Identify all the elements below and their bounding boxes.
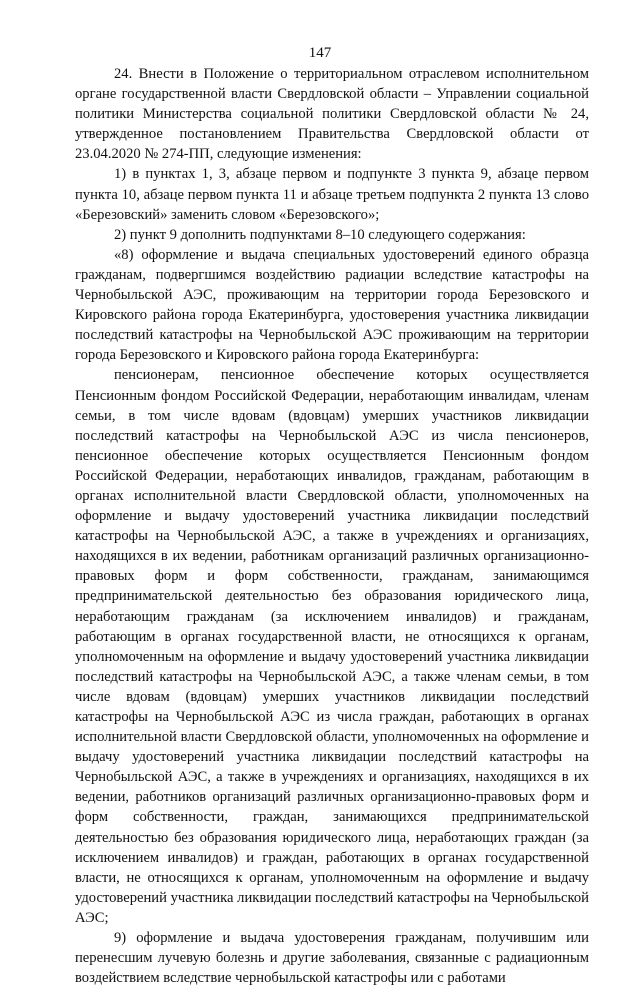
page-number: 147 xyxy=(308,45,332,61)
paragraph-item-24: 24. Внести в Положение о территориальном отраслевом исполнительном органе государственной власти Свердловской области – Управлении социальной политики Министерства социальной политики Свердловской области № 24, утвержденное постановлением Правительства Свердловской области от 23.04.2020 № 274-ПП, следующие изменения: xyxy=(75,66,589,163)
paragraph-subpoint-9: 9) оформление и выдача удостоверения гражданам, получившим или перенесшим лучевую болезнь и другие заболевания, связанные с радиационным воздействием вследствие чернобыльской катастрофы или с работами xyxy=(75,930,589,987)
paragraph-subitem-2: 2) пункт 9 дополнить подпунктами 8–10 следующего содержания: xyxy=(114,226,526,243)
paragraph-recipients-list: пенсионерам, пенсионное обеспечение которых осуществляется Пенсионным фондом Российской Федерации, неработающим инвалидам, членам семьи, в том числе вдовам (вдовцам) умерших участников ликвидации последствий катастрофы на Чернобыльской АЭС из числа пенсионеров, пенсионное обеспечение которых осуществляется Пенсионным фондом Российской Федерации, неработающих инвалидов, гражданам, работающим в органах исполнительной власти Свердловской области, уполномоченных на оформление и выдачу удостоверений участника ликвидации последствий катастрофы на Чернобыльской АЭС, а также в учреждениях и организациях, находящихся в их ведении, работникам организаций различных организационно-правовых форм и форм собственности, гражданам, занимающимся предпринимательской деятельностью без образования юридического лица, неработающим гражданам (за исключением инвалидов) и гражданам, работающим в органах государственной власти, не относящихся к органам, уполномоченным на оформление и выдачу удостоверений участника ликвидации последствий катастрофы на Чернобыльской АЭС, а также членам семьи, в том числе вдовам (вдовцам) умерших участников ликвидации последствий катастрофы на Чернобыльской АЭС из числа граждан, работающих в органах исполнительной власти Свердловской области, уполномоченных на оформление и выдачу удостоверений участника ликвидации последствий катастрофы на Чернобыльской АЭС, а также в учреждениях и организациях, находящихся в их ведении, работников организаций различных организационно-правовых форм и форм собственности, граждан, занимающихся предпринимательской деятельностью без образования юридического лица, неработающих граждан (за исключением инвалидов) и граждан, работающих в органах государственной власти, не относящихся к органам, уполномоченным на оформление и выдачу удостоверений участника ликвидации последствий катастрофы на Чернобыльской АЭС; xyxy=(75,367,589,926)
document-body xyxy=(75,64,589,988)
paragraph-subitem-1: 1) в пунктах 1, 3, абзаце первом и подпункте 3 пункта 9, абзаце первом пункта 10, абзаце первом пункта 11 и абзаце третьем подпункта 2 пункта 13 слово «Березовский» заменить словом «Березовского»; xyxy=(75,166,589,223)
paragraph-subpoint-8: «8) оформление и выдача специальных удостоверений единого образца гражданам, подвергшимся воздействию радиации вследствие катастрофы на Чернобыльской АЭС, проживающим на территории города Березовского и Кировского района города Екатеринбурга, удостоверения участника ликвидации последствий катастрофы на Чернобыльской АЭС проживающим на территории города Березовского и Кировского района города Екатеринбурга: xyxy=(75,246,589,364)
